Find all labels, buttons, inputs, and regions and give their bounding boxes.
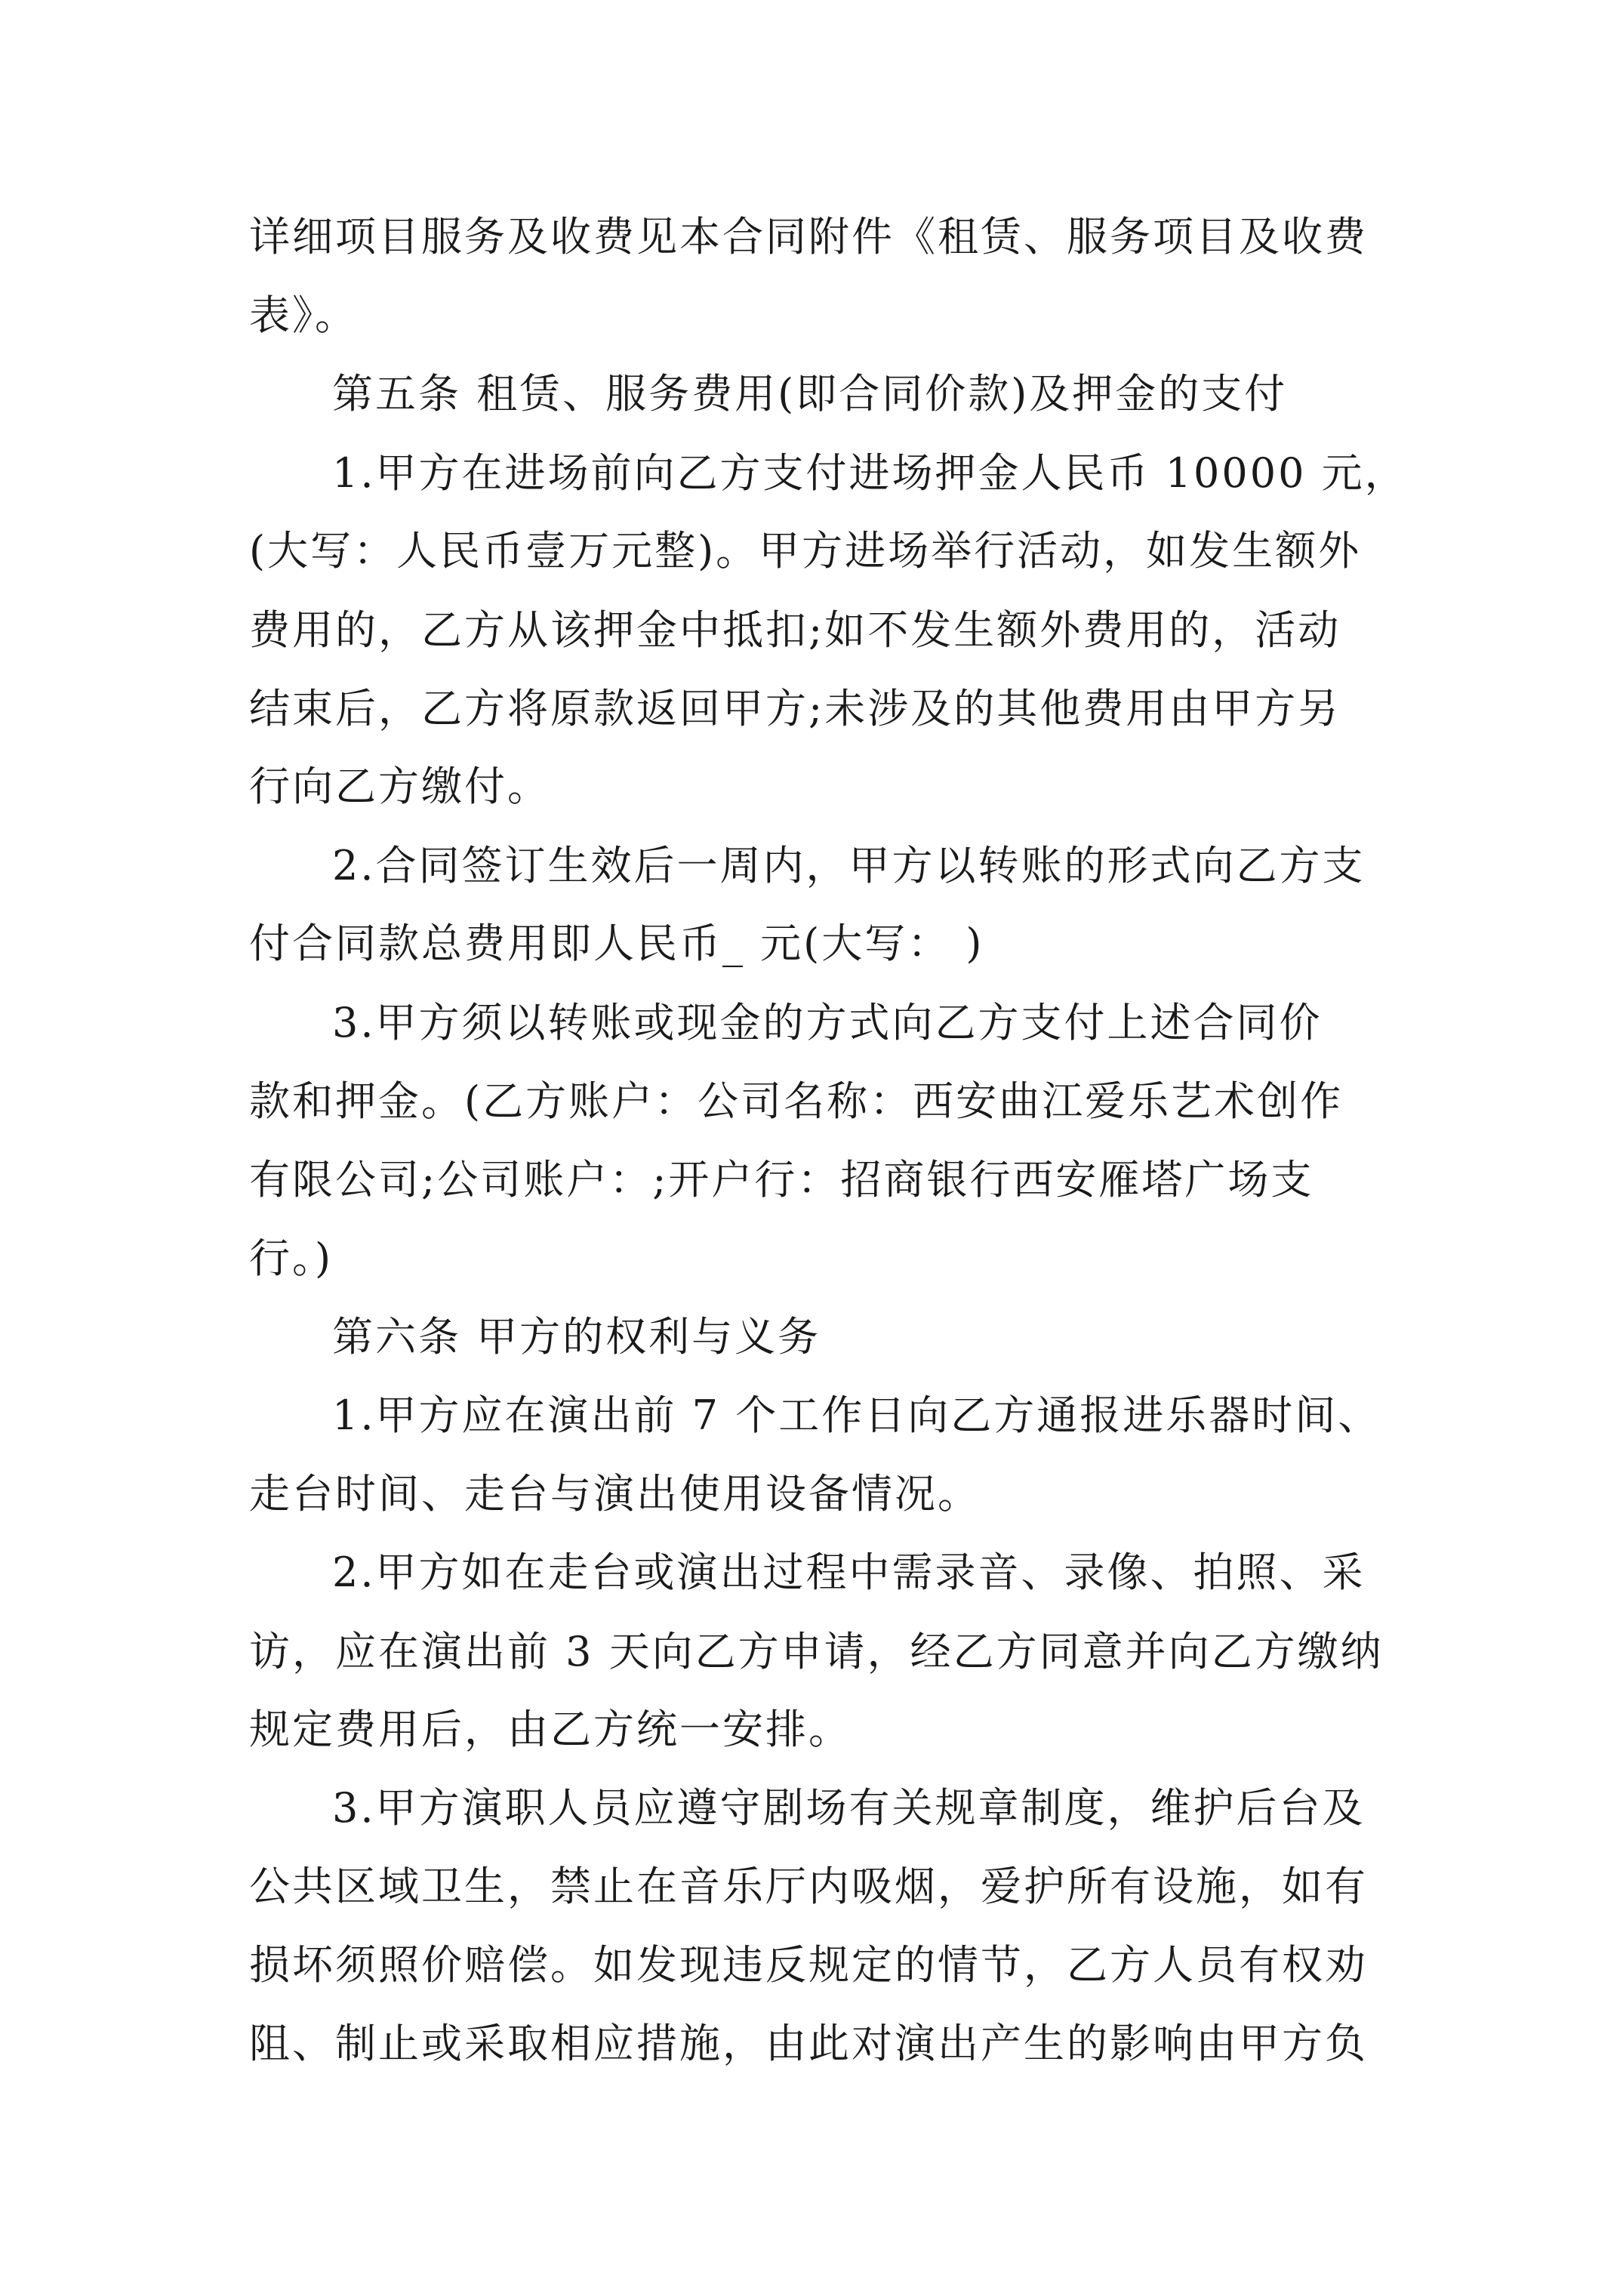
- text-line: 访，应在演出前 3 天向乙方申请，经乙方同意并向乙方缴纳: [249, 1628, 1384, 1675]
- text-line: 2.合同签订生效后一周内，甲方以转账的形式向乙方支: [332, 842, 1366, 889]
- text-line: 2.甲方如在走台或演出过程中需录音、录像、拍照、采: [332, 1549, 1366, 1596]
- text-line: 规定费用后，由乙方统一安排。: [249, 1706, 852, 1753]
- text-line: 付合同款总费用即人民币_ 元(大写： ): [249, 920, 984, 967]
- text-line: 详细项目服务及收费见本合同附件《租赁、服务项目及收费: [249, 213, 1368, 260]
- text-line: 1.甲方应在演出前 7 个工作日向乙方通报进乐器时间、: [332, 1391, 1381, 1439]
- text-line: 阻、制止或采取相应措施，由此对演出产生的影响由甲方负: [249, 2020, 1368, 2067]
- text-line: 公共区域卫生，禁止在音乐厅内吸烟，爱护所有设施，如有: [249, 1863, 1368, 1910]
- section-heading: 第六条 甲方的权利与义务: [332, 1313, 821, 1361]
- text-line: 损坏须照价赔偿。如发现违反规定的情节，乙方人员有权劝: [249, 1941, 1368, 1989]
- text-line: 3.甲方须以转账或现金的方式向乙方支付上述合同价: [332, 999, 1323, 1046]
- text-line: 费用的，乙方从该押金中抵扣;如不发生额外费用的，活动: [249, 606, 1341, 654]
- text-line: 走台时间、走台与演出使用设备情况。: [249, 1470, 981, 1518]
- section-heading: 第五条 租赁、服务费用(即合同价款)及押金的支付: [332, 370, 1288, 418]
- text-line: 1.甲方在进场前向乙方支付进场押金人民币 10000 元，: [332, 449, 1408, 497]
- text-line: 行向乙方缴付。: [249, 763, 550, 810]
- text-line: (大写：人民币壹万元整)。甲方进场举行活动，如发生额外: [249, 527, 1362, 575]
- text-line: 3.甲方演职人员应遵守剧场有关规章制度，维护后台及: [332, 1784, 1366, 1832]
- text-line: 款和押金。(乙方账户：公司名称：西安曲江爱乐艺术创作: [249, 1077, 1344, 1125]
- text-line: 行。): [249, 1234, 334, 1282]
- text-line: 表》。: [249, 291, 358, 339]
- text-line: 有限公司;公司账户：;开户行：招商银行西安雁塔广场支: [249, 1156, 1314, 1203]
- text-line: 结束后，乙方将原款返回甲方;未涉及的其他费用由甲方另: [249, 685, 1341, 732]
